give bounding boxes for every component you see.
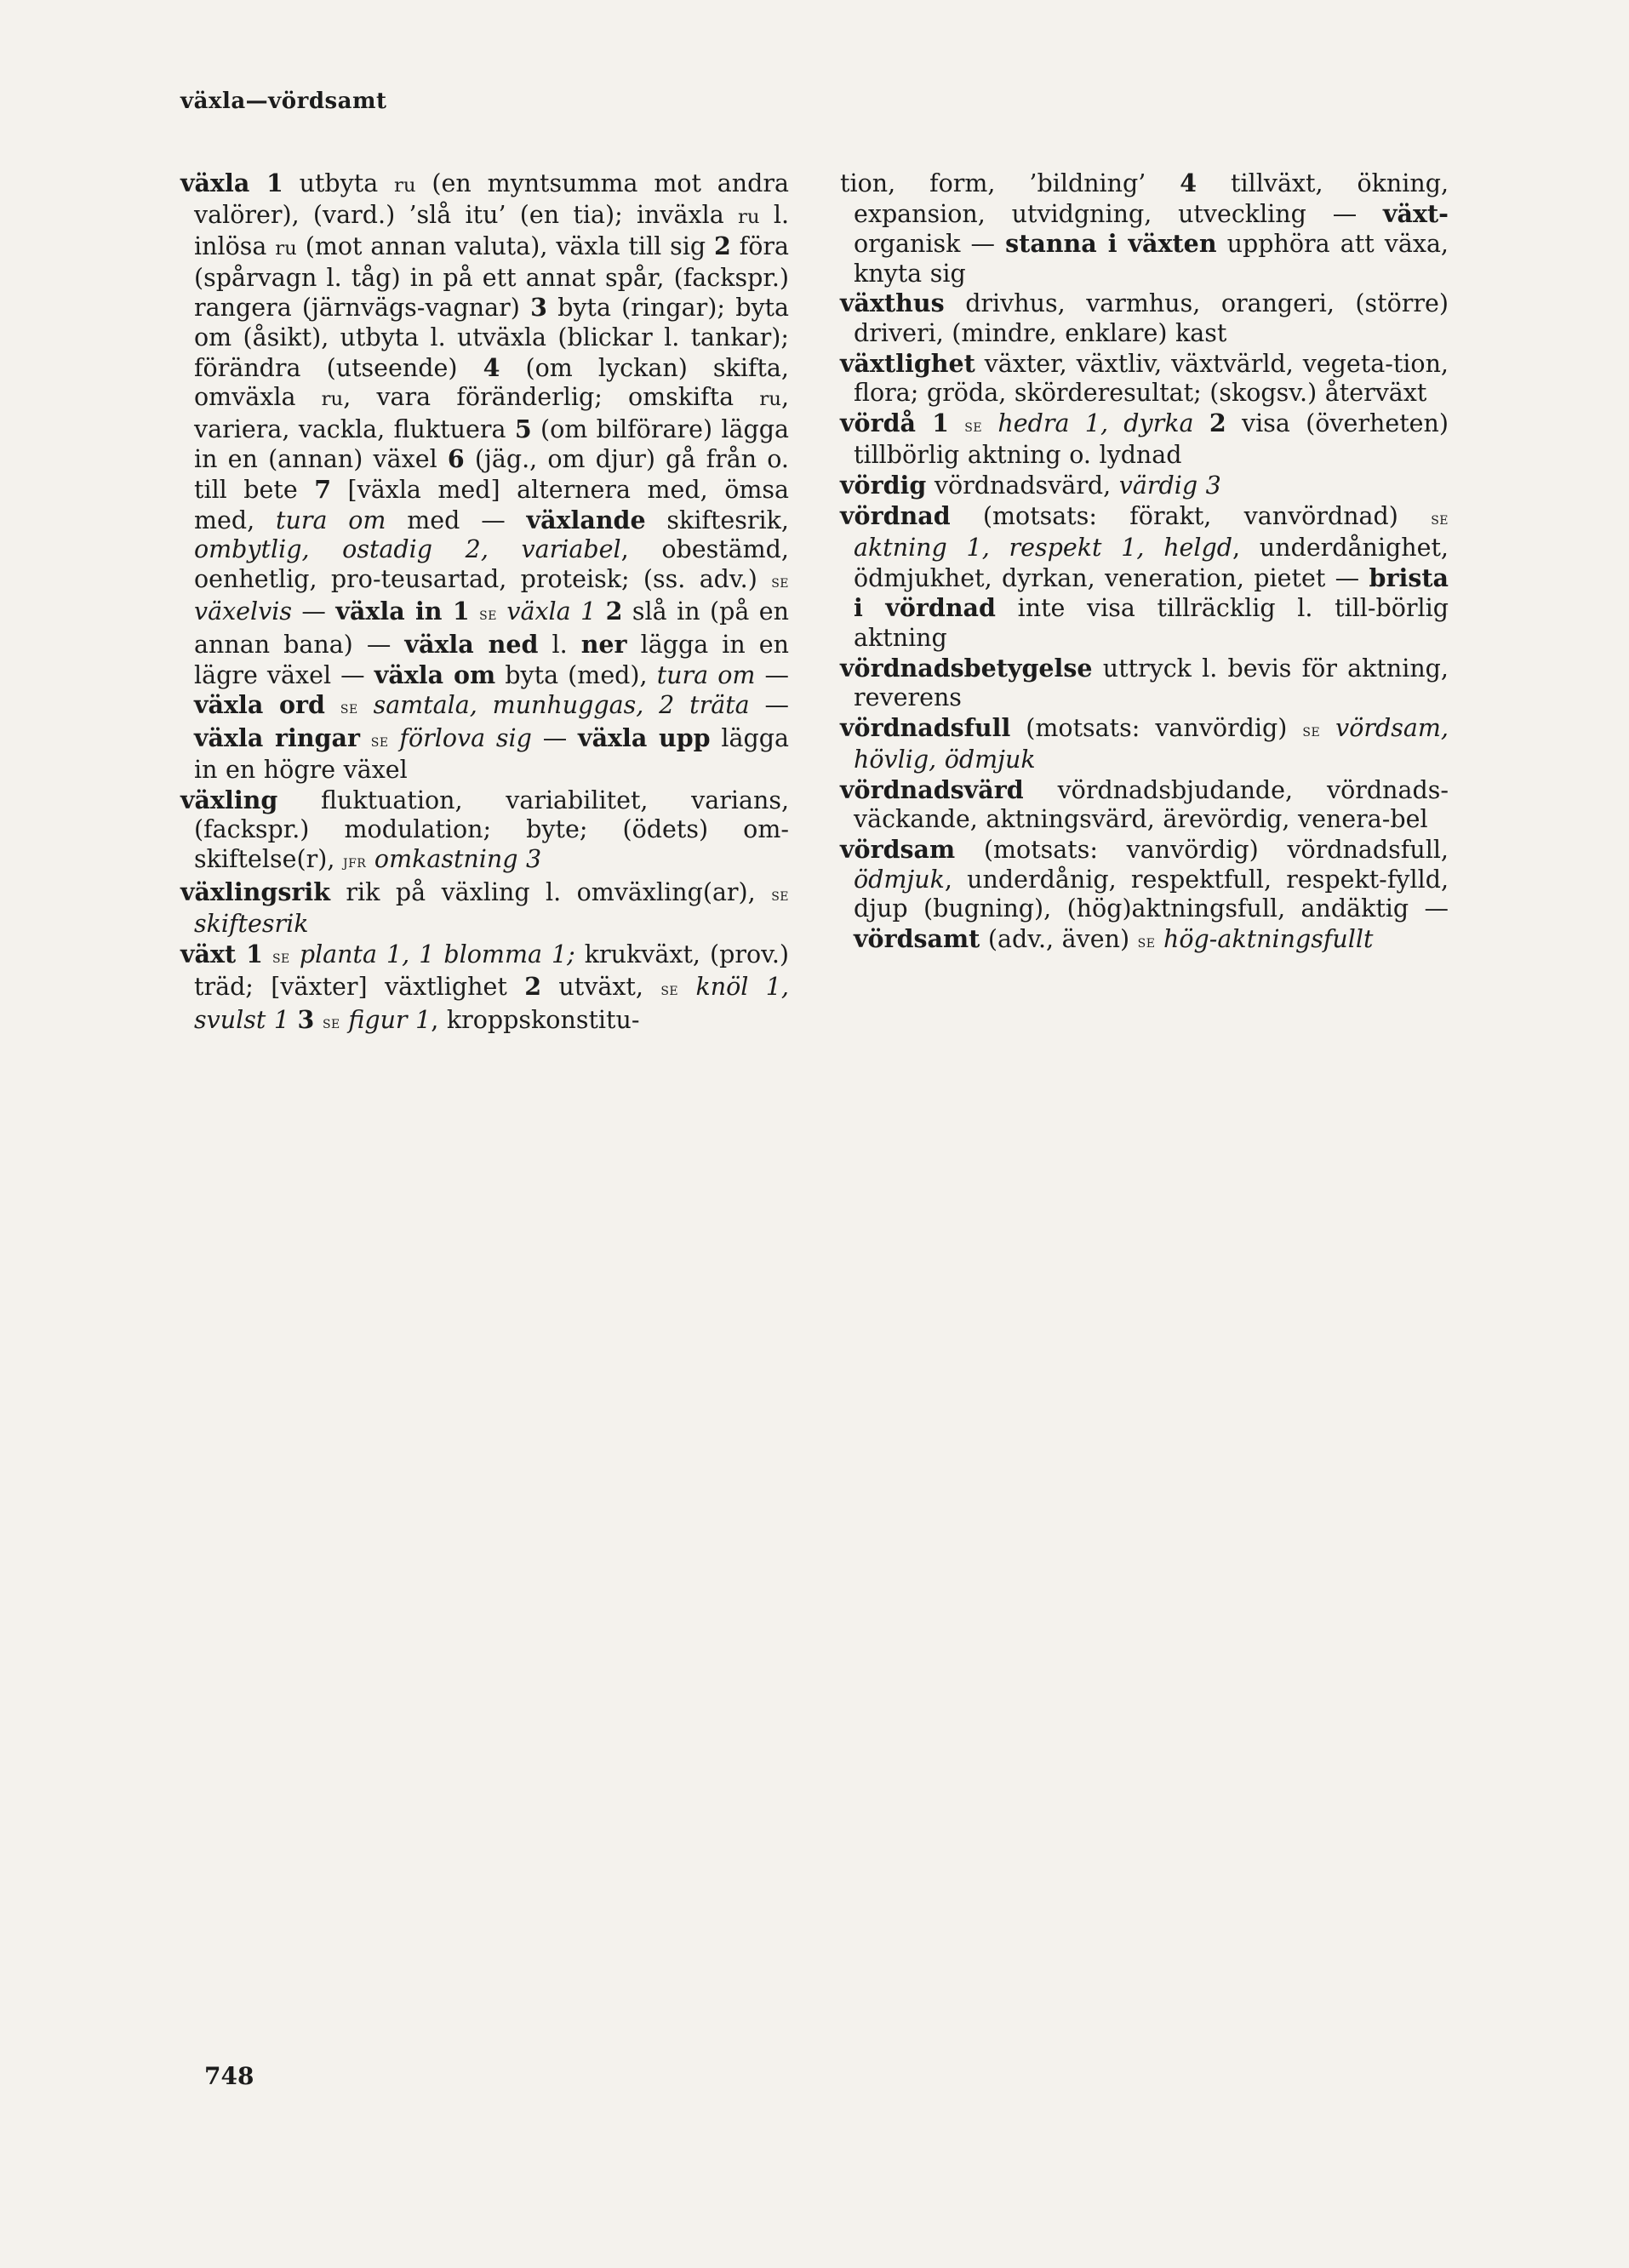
dictionary-entry: vördsam (motsats: vanvördig) vördnadsfull, ödmjuk, underdånig, respektfull, respekt-fylld, djup (bugning), (hög)aktningsfull, andäktig — vördsamt (adv., även) se hög-aktningsfullt	[840, 835, 1449, 953]
dictionary-entry: vördnad (motsats: förakt, vanvördnad) se aktning 1, respekt 1, helgd, underdånighet, ödmjukhet, dyrkan, veneration, pietet — brista i vördnad inte visa tillräcklig l. till-börlig aktning	[840, 500, 1449, 652]
right-column	[840, 169, 1449, 957]
dictionary-entry: vördnadsfull (motsats: vanvördig) se vördsam, hövlig, ödmjuk	[840, 712, 1449, 774]
dictionary-entry: vördå 1 se hedra 1, dyrka 2 visa (överheten) tillbörlig aktning o. lydnad	[840, 408, 1449, 470]
dictionary-entry: vördnadsvärd vördnadsbjudande, vördnads-väckande, aktningsvärd, ärevördig, venera-bel	[840, 774, 1449, 834]
page-number: 748	[204, 2062, 254, 2090]
dictionary-entry: växtlighet växter, växtliv, växtvärld, vegeta-tion, flora; gröda, skörderesultat; (skogsv.) återväxt	[840, 348, 1449, 408]
dictionary-entry: vördnadsbetygelse uttryck l. bevis för aktning, reverens	[840, 653, 1449, 712]
dictionary-entry: vördig vördnadsvärd, värdig 3	[840, 470, 1221, 500]
dictionary-entry: växthus drivhus, varmhus, orangeri, (större) driveri, (mindre, enklare) kast	[840, 288, 1449, 347]
running-head: växla—vördsamt	[180, 89, 387, 114]
dictionary-entry: växla 1 utbyta ru (en myntsumma mot andra valörer), (vard.) ’slå itu’ (en tia); inväxla ru l. inlösa ru (mot annan valuta), växla till sig 2 föra (spårvagn l. tåg) in på ett annat spår, (fackspr.) rangera (järnvägs-vagnar) 3 byta (ringar); byta om (åsikt), utbyta l. utväxla (blickar l. tankar); förändra (utseende) 4 (om lyckan) skifta, omväxla ru, vara föränderlig; omskifta ru, variera, vackla, fluktuera 5 (om bilförare) lägga in en (annan) växel 6 (jäg., om djur) gå från o. till bete 7 [växla med] alternera med, ömsa med, tura om med — växlande skiftesrik, ombytlig, ostadig 2, variabel, obestämd, oenhetlig, pro-teusartad, proteisk; (ss. adv.) se växelvis — växla in 1 se växla 1 2 slå in (på en annan bana) — växla ned l. ner lägga in en lägre växel — växla om byta (med), tura om — växla ord se samtala, munhuggas, 2 träta — växla ringar se förlova sig — växla upp lägga in en högre växel	[180, 169, 790, 785]
dictionary-entry: växt 1 se planta 1, 1 blomma 1; krukväxt, (prov.) träd; [växter] växtlighet 2 utväxt, se knöl 1, svulst 1 3 se figur 1, kroppskonstitu-	[180, 939, 790, 1035]
dictionary-entry: växling fluktuation, variabilitet, varians, (fackspr.) modulation; byte; (ödets) om-skiftelse(r), jfr omkastning 3	[180, 785, 789, 874]
dictionary-entry: tion, form, ’bildning’ 4 tillväxt, ökning, expansion, utvidgning, utveckling — växt-organisk — stanna i växten upphöra att växa, knyta sig	[840, 169, 1449, 288]
dictionary-entry: växlingsrik rik på växling l. omväxling(ar), se skiftesrik	[180, 877, 789, 939]
left-column	[180, 169, 789, 1038]
